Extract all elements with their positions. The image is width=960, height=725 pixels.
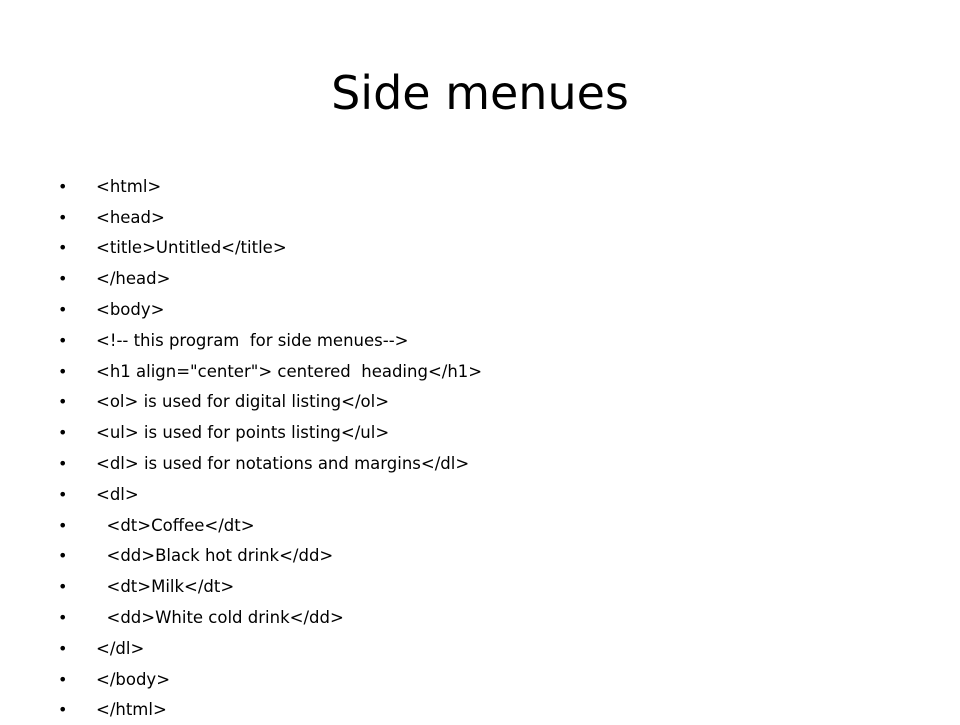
bullet-item bbox=[58, 387, 482, 418]
bullet-text: <dt>Milk</dt> bbox=[96, 577, 235, 597]
bullet-item bbox=[58, 202, 482, 233]
bullet-list bbox=[58, 171, 482, 725]
bullet-icon: • bbox=[58, 300, 68, 320]
bullet-text: <html> bbox=[96, 176, 162, 196]
bullet-item bbox=[58, 664, 482, 695]
bullet-item bbox=[58, 571, 482, 602]
bullet-text: <body> bbox=[96, 300, 165, 320]
bullet-icon: • bbox=[58, 269, 68, 289]
bullet-text: <h1 align="center"> centered heading</h1> bbox=[96, 361, 483, 381]
bullet-item bbox=[58, 541, 482, 572]
bullet-icon: • bbox=[58, 238, 68, 258]
bullet-item bbox=[58, 448, 482, 479]
bullet-text: <dd>Black hot drink</dd> bbox=[96, 546, 334, 566]
bullet-text: </html> bbox=[96, 700, 167, 720]
bullet-text: <title>Untitled</title> bbox=[96, 238, 287, 258]
bullet-icon: • bbox=[58, 392, 68, 412]
bullet-text: <ul> is used for points listing</ul> bbox=[96, 423, 390, 443]
bullet-text: </body> bbox=[96, 669, 171, 689]
bullet-icon: • bbox=[58, 546, 68, 566]
bullet-icon: • bbox=[58, 454, 68, 474]
bullet-icon: • bbox=[58, 484, 68, 504]
bullet-icon: • bbox=[58, 330, 68, 350]
bullet-item bbox=[58, 695, 482, 725]
bullet-icon: • bbox=[58, 700, 68, 720]
bullet-icon: • bbox=[58, 176, 68, 196]
bullet-item bbox=[58, 417, 482, 448]
bullet-item bbox=[58, 633, 482, 664]
bullet-icon: • bbox=[58, 361, 68, 381]
bullet-text: <head> bbox=[96, 207, 165, 227]
bullet-item bbox=[58, 356, 482, 387]
bullet-text: <dt>Coffee</dt> bbox=[96, 515, 255, 535]
bullet-icon: • bbox=[58, 423, 68, 443]
bullet-text: </head> bbox=[96, 269, 171, 289]
bullet-icon: • bbox=[58, 207, 68, 227]
bullet-icon: • bbox=[58, 608, 68, 628]
bullet-text: <!-- this program for side menues--> bbox=[96, 330, 409, 350]
bullet-item bbox=[58, 233, 482, 264]
bullet-item bbox=[58, 510, 482, 541]
bullet-item bbox=[58, 171, 482, 202]
bullet-text: </dl> bbox=[96, 638, 145, 658]
bullet-icon: • bbox=[58, 515, 68, 535]
bullet-item bbox=[58, 325, 482, 356]
bullet-text: <dd>White cold drink</dd> bbox=[96, 608, 344, 628]
slide-title: Side menues bbox=[331, 66, 629, 120]
bullet-icon: • bbox=[58, 577, 68, 597]
bullet-item bbox=[58, 479, 482, 510]
bullet-text: <ol> is used for digital listing</ol> bbox=[96, 392, 390, 412]
bullet-icon: • bbox=[58, 669, 68, 689]
bullet-icon: • bbox=[58, 638, 68, 658]
bullet-item bbox=[58, 294, 482, 325]
bullet-item bbox=[58, 263, 482, 294]
bullet-item bbox=[58, 602, 482, 633]
bullet-text: <dl> is used for notations and margins</dl> bbox=[96, 454, 470, 474]
bullet-text: <dl> bbox=[96, 484, 139, 504]
